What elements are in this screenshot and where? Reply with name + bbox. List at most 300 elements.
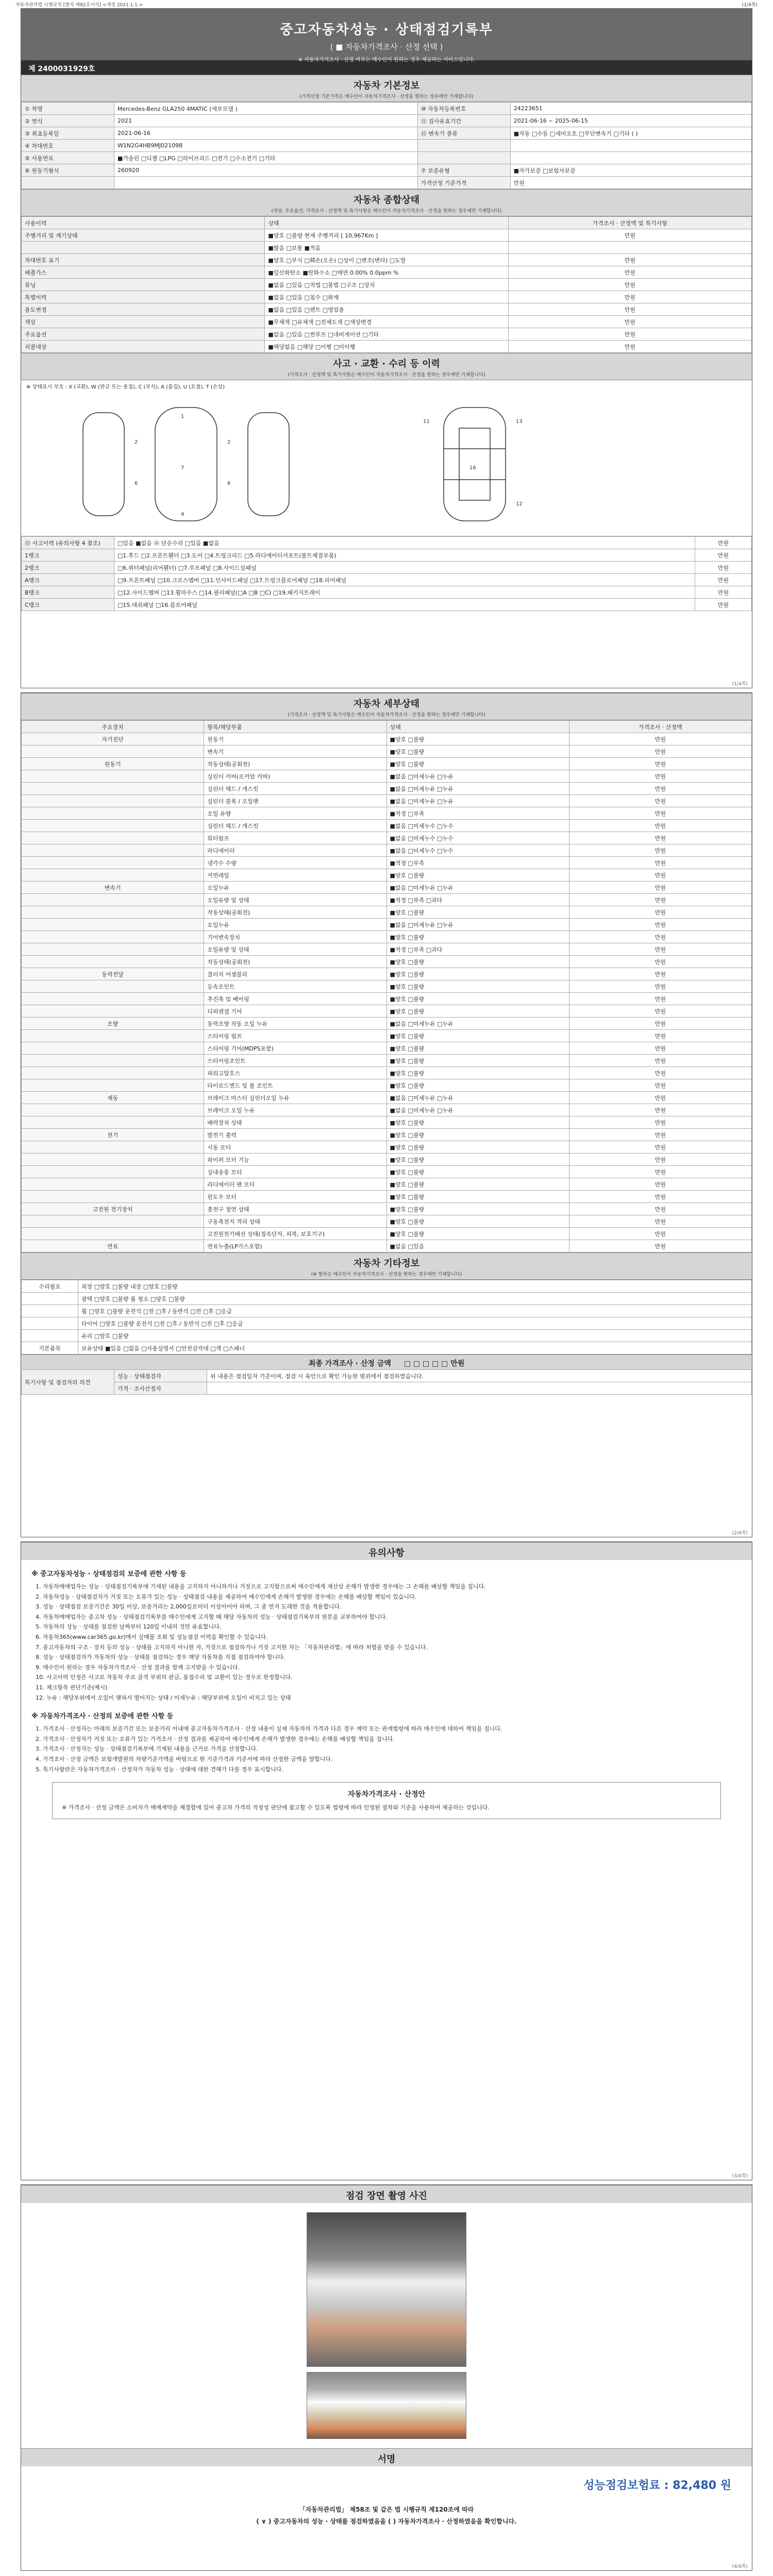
svg-text:11: 11 bbox=[423, 419, 430, 425]
note-item: 11. 체크항목 판단기준(예시) bbox=[36, 1684, 108, 1691]
svg-text:7: 7 bbox=[181, 465, 184, 471]
detail-item: 연료누출(LP가스포함) bbox=[204, 1240, 386, 1252]
detail-row bbox=[22, 1104, 752, 1116]
remarks-table bbox=[21, 1369, 752, 1395]
overall-item bbox=[22, 242, 265, 254]
detail-row bbox=[22, 1067, 752, 1079]
note-item: 5. 특기사항란은 자동차가격조사 · 산정자가 자동차 성능 · 상태에 대한 견해가 다를 경우 표시합니다. bbox=[36, 1766, 283, 1773]
detail-state: ■없음 □미세누유 □누유 bbox=[386, 795, 569, 807]
detail-state: ■양호 □불량 bbox=[386, 745, 569, 758]
detail-state: ■없음 □미세누유 □누유 bbox=[386, 770, 569, 783]
detail-group bbox=[22, 1079, 204, 1092]
insurance-fee-label: 성능점검보험료 : bbox=[583, 2479, 669, 2492]
price-warranty-heading: ※ 자동차가격조사 · 산정의 보증에 관한 사항 등 bbox=[31, 1713, 174, 1721]
detail-price: 만원 bbox=[569, 906, 751, 919]
note-item: 2. 가격조사 · 산정자가 거짓 또는 오류가 있는 가격조사 · 산정 결과를 제공하여 매수인에게 손해가 발생한 경우에는 손해를 배상할 책임을 집니다. bbox=[36, 1735, 395, 1742]
accident-price: 만원 bbox=[695, 562, 752, 574]
detail-item: 오일유량 및 상태 bbox=[204, 894, 386, 906]
note-item: 8. 성능 · 상태점검자가 자동차의 성능 · 상태를 점검하는 경우 해당 자동차를 직접 점검하여야 합니다. bbox=[36, 1654, 285, 1661]
detail-item: 디퍼렌셜 기어 bbox=[204, 1005, 386, 1018]
note-item: 6. 자동차365(www.car365.go.kr)에서 실매물 조회 및 성능점검 이력을 확인할 수 있습니다. bbox=[36, 1633, 268, 1640]
detail-price: 만원 bbox=[569, 795, 751, 807]
detail-group bbox=[22, 745, 204, 758]
detail-item: 동력조향 작동 오일 누유 bbox=[204, 1018, 386, 1030]
detail-state: ■양호 □불량 bbox=[386, 1228, 569, 1240]
detail-price: 만원 bbox=[569, 1104, 751, 1116]
detail-price: 만원 bbox=[569, 807, 751, 820]
accident-row bbox=[22, 599, 752, 611]
detail-row bbox=[22, 807, 752, 820]
svg-text:2: 2 bbox=[227, 439, 231, 445]
svg-text:13: 13 bbox=[516, 419, 523, 425]
inspection-photo-rear bbox=[307, 2372, 466, 2439]
detail-state: ■양호 □불량 bbox=[386, 956, 569, 968]
remarks-label: 특기사항 및 점검자의 의견 bbox=[22, 1370, 114, 1395]
detail-status-table bbox=[21, 720, 752, 1252]
detail-row bbox=[22, 857, 752, 869]
basic-info-row bbox=[22, 164, 752, 177]
insurance-fee-value: 82,480 원 bbox=[673, 2479, 731, 2492]
accident-price: 만원 bbox=[695, 574, 752, 586]
overall-row bbox=[22, 279, 752, 291]
confirmation-statement: ( ∨ ) 중고자동차의 성능 · 상태를 점검하였음을 ( ) 자동차가격조사 · 산정하였음을 확인합니다. bbox=[256, 2518, 517, 2525]
overall-item: 튜닝 bbox=[22, 279, 265, 291]
basic-value: ■자가보증 □보험사보증 bbox=[510, 164, 751, 177]
overall-state: ■없음 □있음 □렌트 □영업용 bbox=[265, 303, 508, 316]
detail-item: 실린더 헤드 / 개스킷 bbox=[204, 820, 386, 832]
detail-group bbox=[22, 795, 204, 807]
final-price-amount: □ □ □ □ □ 만원 bbox=[404, 1360, 465, 1368]
detail-item: 실내송풍 모터 bbox=[204, 1166, 386, 1178]
detail-price: 만원 bbox=[569, 1203, 751, 1215]
detail-price: 만원 bbox=[569, 1042, 751, 1055]
basic-info-row bbox=[22, 103, 752, 115]
detail-row bbox=[22, 1129, 752, 1141]
detail-col-price: 가격조사 · 산정액 bbox=[569, 721, 751, 733]
basic-value: 2021-06-16 bbox=[114, 127, 418, 140]
note-item: 3. 가격조사 · 산정자는 성능 · 상태점검기록부에 기재된 내용을 근거로 가격을 산정합니다. bbox=[36, 1745, 258, 1753]
detail-price: 만원 bbox=[569, 1092, 751, 1104]
page-3 bbox=[21, 1541, 752, 2180]
other-group: 기본품목 bbox=[22, 1342, 78, 1354]
overall-col-item: 사용이력 bbox=[22, 217, 265, 229]
form-note: ※ 자동차가격조사 · 산정 여부는 매수인이 원하는 경우 제공하는 서비스입니다. bbox=[298, 57, 475, 63]
detail-state: ■양호 □불량 bbox=[386, 1191, 569, 1203]
basic-value: W1N2G4HB9MJ021098 bbox=[114, 140, 418, 152]
other-row bbox=[22, 1293, 752, 1305]
detail-item: 오일 유량 bbox=[204, 807, 386, 820]
other-info-table bbox=[21, 1280, 752, 1354]
accident-state: □15.대쉬패널 □16.플로어패널 bbox=[114, 599, 695, 611]
detail-group bbox=[22, 993, 204, 1005]
accident-history-subtitle: (가격조사 · 산정액 및 특기사항은 매수인이 자동차가격조사 · 산정을 원하는 경우에만 기재합니다) bbox=[21, 371, 752, 380]
detail-row bbox=[22, 1005, 752, 1018]
overall-status-subtitle: (색상, 주요옵션, 가격조사 · 산정액 및 특기사항은 매수인이 자동차가격조사 · 산정을 원하는 경우에만 기재합니다) bbox=[21, 207, 752, 216]
basic-info-row bbox=[22, 115, 752, 127]
detail-state: ■양호 □불량 bbox=[386, 1116, 569, 1129]
detail-status-title: 자동차 세부상태 bbox=[21, 693, 752, 711]
detail-price: 만원 bbox=[569, 844, 751, 857]
basic-label: ⑪ 검사유효기간 bbox=[417, 115, 510, 127]
accident-price: 만원 bbox=[695, 549, 752, 562]
detail-item: 스티어링조인트 bbox=[204, 1055, 386, 1067]
detail-item: 브레이크 오일 누유 bbox=[204, 1104, 386, 1116]
overall-item: 리콜대상 bbox=[22, 341, 265, 353]
detail-state: ■양호 □불량 bbox=[386, 968, 569, 980]
detail-row bbox=[22, 869, 752, 882]
base-price-label: 가격산정 기준가격 bbox=[417, 177, 510, 189]
detail-row bbox=[22, 1240, 752, 1252]
detail-item: 오일유량 및 상태 bbox=[204, 943, 386, 956]
vehicle-diagram bbox=[21, 392, 752, 536]
basic-value: Mercedes-Benz GLA250 4MATIC (세부모델 ) bbox=[114, 103, 418, 115]
other-item: 보유상태 ■있음 □없음 □사용설명서 □안전삼각대 □잭 □스패너 bbox=[78, 1342, 752, 1354]
other-group bbox=[22, 1317, 78, 1330]
detail-item: 배력장치 상태 bbox=[204, 1116, 386, 1129]
detail-price: 만원 bbox=[569, 943, 751, 956]
detail-price: 만원 bbox=[569, 980, 751, 993]
detail-state: ■없음 □미세누수 □누수 bbox=[386, 844, 569, 857]
accident-history-title: 사고 · 교환 · 수리 등 이력 bbox=[21, 353, 752, 371]
basic-info-row bbox=[22, 152, 752, 164]
detail-price: 만원 bbox=[569, 1055, 751, 1067]
detail-price: 만원 bbox=[569, 770, 751, 783]
basic-info-subtitle: (가격산정 기준가격은 매수인이 자동차가격조사 · 산정을 원하는 경우에만 기재합니다) bbox=[21, 93, 752, 102]
accident-state: □12.사이드멤버 □13.휠하우스 □14.필러패널(□A □B □C) □19.패키지트레이 bbox=[114, 586, 695, 599]
overall-row bbox=[22, 316, 752, 328]
detail-group bbox=[22, 1191, 204, 1203]
detail-group bbox=[22, 931, 204, 943]
accident-state: □6.쿼터패널(리어휀더) □7.루프패널 □8.사이드실패널 bbox=[114, 562, 695, 574]
legal-basis: 「자동차관리법」 제58조 및 같은 법 시행규칙 제120조에 따라 bbox=[299, 2506, 474, 2513]
detail-item: 윈도우 모터 bbox=[204, 1191, 386, 1203]
basic-value: 2021-06-16 ~ 2025-06-15 bbox=[510, 115, 751, 127]
detail-group bbox=[22, 1228, 204, 1240]
detail-group bbox=[22, 820, 204, 832]
note-item: 4. 가격조사 · 산정 금액은 보험개발원의 차량기준가액을 바탕으로 한 기준가격과 기준서에 따라 산정한 금액을 말합니다. bbox=[36, 1755, 333, 1762]
detail-group: 연료 bbox=[22, 1240, 204, 1252]
other-row bbox=[22, 1305, 752, 1317]
detail-group bbox=[22, 1067, 204, 1079]
detail-row bbox=[22, 993, 752, 1005]
detail-price: 만원 bbox=[569, 1191, 751, 1203]
detail-col-main: 주요장치 bbox=[22, 721, 204, 733]
note-item: 1. 자동차매매업자는 성능 · 상태점검기록부에 기재된 내용을 고지하지 아니하거나 거짓으로 고지함으로써 매수인에게 재산상 손해가 발생한 경우에는 그 손해를 배상할 책임을 집니다. bbox=[36, 1583, 486, 1590]
detail-row bbox=[22, 1116, 752, 1129]
detail-item: 타이로드엔드 및 볼 조인트 bbox=[204, 1079, 386, 1092]
basic-label: ④ 차대번호 bbox=[22, 140, 114, 152]
form-subtitle: ( ■ 자동차가격조사 · 산정 선택 ) bbox=[330, 42, 443, 52]
overall-col-price: 가격조사 · 산정액 및 특기사항 bbox=[508, 217, 751, 229]
detail-state: ■양호 □불량 bbox=[386, 931, 569, 943]
detail-price: 만원 bbox=[569, 857, 751, 869]
other-group bbox=[22, 1330, 78, 1342]
basic-value: 24223651 bbox=[510, 103, 751, 115]
detail-price: 만원 bbox=[569, 919, 751, 931]
detail-row bbox=[22, 1018, 752, 1030]
overall-state: ■없음 □있음 □적법 □불법 □구조 □장치 bbox=[265, 279, 508, 291]
detail-group bbox=[22, 906, 204, 919]
detail-group bbox=[22, 770, 204, 783]
detail-row bbox=[22, 1042, 752, 1055]
warranty-notes bbox=[21, 1582, 752, 1702]
detail-group bbox=[22, 894, 204, 906]
detail-group bbox=[22, 1042, 204, 1055]
other-group bbox=[22, 1293, 78, 1305]
overall-state: ■무채색 □유채색 □전체도색 □색상변경 bbox=[265, 316, 508, 328]
price-assessor-label: 가격 · 조사산정자 bbox=[114, 1382, 207, 1395]
detail-item: 발전기 출력 bbox=[204, 1129, 386, 1141]
detail-state: ■양호 □불량 bbox=[386, 1154, 569, 1166]
detail-group: 원동기 bbox=[22, 758, 204, 770]
final-price-label: 최종 가격조사 · 산정 금액 bbox=[308, 1360, 391, 1368]
overall-item: 용도변경 bbox=[22, 303, 265, 316]
detail-group bbox=[22, 943, 204, 956]
svg-text:1: 1 bbox=[181, 414, 184, 419]
detail-group bbox=[22, 980, 204, 993]
detail-price: 만원 bbox=[569, 882, 751, 894]
basic-label bbox=[417, 152, 510, 164]
page-indicator: (1/4쪽) bbox=[742, 3, 758, 8]
page-number-1: (1/4쪽) bbox=[732, 682, 748, 687]
price-notice-title: 자동차가격조사 · 산정안 bbox=[347, 1790, 426, 1799]
detail-state: ■양호 □불량 bbox=[386, 733, 569, 745]
note-item: 7. 중고자동차의 구조 · 장치 등의 성능 · 상태를 고지하지 아니한 자, 거짓으로 점검하거나 거짓 고지한 자는 「자동차관리법」에 따라 처벌을 받을 수 있습니다. bbox=[36, 1643, 428, 1651]
page-1 bbox=[21, 8, 752, 688]
detail-item: 스티어링 펌프 bbox=[204, 1030, 386, 1042]
overall-row bbox=[22, 229, 752, 242]
accident-row bbox=[22, 562, 752, 574]
detail-row bbox=[22, 1092, 752, 1104]
detail-price: 만원 bbox=[569, 1215, 751, 1228]
detail-item: 실린더 블록 / 오일팬 bbox=[204, 795, 386, 807]
detail-price: 만원 bbox=[569, 1228, 751, 1240]
overall-item: 색상 bbox=[22, 316, 265, 328]
detail-state: ■양호 □불량 bbox=[386, 906, 569, 919]
detail-item: 라디에이터 팬 모터 bbox=[204, 1178, 386, 1191]
detail-price: 만원 bbox=[569, 1154, 751, 1166]
basic-value bbox=[114, 177, 418, 189]
detail-row bbox=[22, 1030, 752, 1042]
detail-row bbox=[22, 1228, 752, 1240]
detail-row bbox=[22, 943, 752, 956]
page-4 bbox=[21, 2184, 752, 2571]
overall-state: ■많음 □보통 ■적음 bbox=[265, 242, 508, 254]
other-row bbox=[22, 1280, 752, 1293]
detail-item: 충전구 절연 상태 bbox=[204, 1203, 386, 1215]
detail-group bbox=[22, 1116, 204, 1129]
detail-item: 작동상태(공회전) bbox=[204, 758, 386, 770]
detail-row bbox=[22, 1166, 752, 1178]
detail-group bbox=[22, 1005, 204, 1018]
overall-row bbox=[22, 328, 752, 341]
detail-state: ■양호 □불량 bbox=[386, 1203, 569, 1215]
detail-state: ■양호 □불량 bbox=[386, 1141, 569, 1154]
accident-item: 1랭크 bbox=[22, 549, 114, 562]
overall-row bbox=[22, 242, 752, 254]
form-banner bbox=[21, 9, 752, 63]
accident-item: 2랭크 bbox=[22, 562, 114, 574]
price-notice-box bbox=[52, 1782, 721, 1819]
detail-row bbox=[22, 919, 752, 931]
detail-item: 기어변속장치 bbox=[204, 931, 386, 943]
detail-state: ■양호 □불량 bbox=[386, 1067, 569, 1079]
detail-state: ■양호 □불량 bbox=[386, 1042, 569, 1055]
detail-item: 오일누유 bbox=[204, 882, 386, 894]
detail-row bbox=[22, 1154, 752, 1166]
svg-text:6: 6 bbox=[227, 481, 231, 486]
detail-group: 변속기 bbox=[22, 882, 204, 894]
overall-status-title: 자동차 종합상태 bbox=[21, 189, 752, 207]
overall-state: ■일산화탄소 ■탄화수소 □매연 0.00% 0.0ppm % bbox=[265, 266, 508, 279]
accident-row bbox=[22, 549, 752, 562]
car-outline-diagram bbox=[21, 392, 752, 536]
detail-state: ■양호 □불량 bbox=[386, 1215, 569, 1228]
detail-row bbox=[22, 770, 752, 783]
detail-item: 시동 모터 bbox=[204, 1141, 386, 1154]
detail-group bbox=[22, 1166, 204, 1178]
detail-group bbox=[22, 857, 204, 869]
other-row bbox=[22, 1342, 752, 1354]
basic-info-row bbox=[22, 140, 752, 152]
detail-row bbox=[22, 783, 752, 795]
detail-price: 만원 bbox=[569, 1166, 751, 1178]
detail-state: ■없음 □미세누유 □누유 bbox=[386, 882, 569, 894]
detail-item: 워터펌프 bbox=[204, 832, 386, 844]
overall-price: 만원 bbox=[508, 229, 751, 242]
other-item: 휠 □양호 □불량 운전석 □전 □후 / 동반석 □전 □후 □응급 bbox=[78, 1305, 752, 1317]
note-item: 9. 매수인이 원하는 경우 자동차가격조사 · 산정 결과를 함께 고지받을 수 있습니다. bbox=[36, 1664, 240, 1671]
detail-item: 브레이크 마스터 실린더오일 누유 bbox=[204, 1092, 386, 1104]
note-item: 1. 가격조사 · 산정자는 아래의 보증기간 또는 보증거리 이내에 중고자동차가격조사 · 산정 내용이 실제 자동차의 가격과 다른 경우 계약 또는 관계법령에 따라 매수인에 대하여 책임을 집니다. bbox=[36, 1725, 502, 1733]
accident-item: B랭크 bbox=[22, 586, 114, 599]
detail-row bbox=[22, 1191, 752, 1203]
document-number: 제 2400031929호 bbox=[21, 60, 752, 75]
detail-price: 만원 bbox=[569, 1116, 751, 1129]
overall-state: ■해당없음 □해당 □이행 □미이행 bbox=[265, 341, 508, 353]
accident-table bbox=[21, 536, 752, 611]
accident-row bbox=[22, 586, 752, 599]
price-assessor-remarks bbox=[207, 1382, 752, 1395]
other-row bbox=[22, 1317, 752, 1330]
overall-price: 만원 bbox=[508, 279, 751, 291]
other-group bbox=[22, 1305, 78, 1317]
overall-price: 만원 bbox=[508, 316, 751, 328]
overall-price: 만원 bbox=[508, 254, 751, 266]
detail-group bbox=[22, 1215, 204, 1228]
detail-item: 클러치 어셈블리 bbox=[204, 968, 386, 980]
basic-label: ① 차명 bbox=[22, 103, 114, 115]
detail-row bbox=[22, 844, 752, 857]
basic-label: ⑥ 원동기형식 bbox=[22, 164, 114, 177]
detail-state: ■양호 □불량 bbox=[386, 1166, 569, 1178]
page-number-3: (3/4쪽) bbox=[732, 2174, 748, 2179]
detail-item: 라디에이터 bbox=[204, 844, 386, 857]
detail-price: 만원 bbox=[569, 1240, 751, 1252]
basic-label bbox=[417, 140, 510, 152]
overall-row bbox=[22, 266, 752, 279]
detail-item: 실린더 커버(로커암 커버) bbox=[204, 770, 386, 783]
detail-row bbox=[22, 956, 752, 968]
detail-group bbox=[22, 844, 204, 857]
overall-item: 배출가스 bbox=[22, 266, 265, 279]
basic-value bbox=[510, 140, 751, 152]
inspector-label: 성능 · 상태점검자 bbox=[114, 1370, 207, 1382]
detail-row bbox=[22, 832, 752, 844]
detail-state: ■없음 □있음 bbox=[386, 1240, 569, 1252]
svg-text:6: 6 bbox=[135, 481, 138, 486]
note-item: 2. 자동차성능 · 상태점검자가 거짓 또는 오류가 있는 성능 · 상태점검 내용을 제공하여 매수인에게 손해가 발생한 경우에는 손해를 배상할 책임이 있습니다. bbox=[36, 1593, 417, 1600]
basic-value: ■가솔린 □디젤 □LPG □하이브리드 □전기 □수소전기 □기타 bbox=[114, 152, 418, 164]
detail-item: 작동상태(공회전) bbox=[204, 956, 386, 968]
price-warranty-notes bbox=[21, 1724, 752, 1774]
detail-item: 실린더 헤드 / 개스킷 bbox=[204, 783, 386, 795]
detail-group: 전기 bbox=[22, 1129, 204, 1141]
detail-price: 만원 bbox=[569, 832, 751, 844]
detail-price: 만원 bbox=[569, 931, 751, 943]
detail-state: ■양호 □불량 bbox=[386, 758, 569, 770]
detail-group bbox=[22, 807, 204, 820]
inspection-photo-front bbox=[307, 2212, 466, 2367]
other-row bbox=[22, 1330, 752, 1342]
overall-price: 만원 bbox=[508, 291, 751, 303]
detail-price: 만원 bbox=[569, 1178, 751, 1191]
basic-label: ⑩ 자동차등록번호 bbox=[417, 103, 510, 115]
detail-row bbox=[22, 1055, 752, 1067]
detail-item: 작동상태(공회전) bbox=[204, 906, 386, 919]
detail-state: ■적정 □부족 □과다 bbox=[386, 894, 569, 906]
detail-price: 만원 bbox=[569, 956, 751, 968]
detail-item: 커먼레일 bbox=[204, 869, 386, 882]
detail-row bbox=[22, 894, 752, 906]
page-number-4: (4/4쪽) bbox=[732, 2564, 748, 2569]
detail-group bbox=[22, 956, 204, 968]
overall-price: 만원 bbox=[508, 341, 751, 353]
detail-group bbox=[22, 869, 204, 882]
overall-status-table bbox=[21, 216, 752, 353]
detail-state: ■적정 □부족 bbox=[386, 807, 569, 820]
detail-row bbox=[22, 1203, 752, 1215]
overall-item: 특별이력 bbox=[22, 291, 265, 303]
detail-row bbox=[22, 745, 752, 758]
detail-item: 파워고압호스 bbox=[204, 1067, 386, 1079]
detail-status-subtitle: (가격조사 · 산정액 및 특기사항은 매수인이 자동차가격조사 · 산정을 원하는 경우에만 기재합니다) bbox=[21, 711, 752, 720]
overall-price: 만원 bbox=[508, 328, 751, 341]
basic-value: 2021 bbox=[114, 115, 418, 127]
detail-item: 냉각수 수량 bbox=[204, 857, 386, 869]
warranty-heading: ※ 중고자동차성능 · 상태점검의 보증에 관한 사항 등 bbox=[31, 1570, 187, 1578]
insurance-fee bbox=[21, 2466, 752, 2503]
detail-price: 만원 bbox=[569, 745, 751, 758]
detail-row bbox=[22, 820, 752, 832]
detail-row bbox=[22, 758, 752, 770]
other-item: 외장 □양호 □불량 내장 □양호 □불량 bbox=[78, 1280, 752, 1293]
detail-item: 고전원전기배선 상태(접속단자, 피복, 보호기구) bbox=[204, 1228, 386, 1240]
detail-state: ■양호 □불량 bbox=[386, 980, 569, 993]
basic-info-title: 자동차 기본정보 bbox=[21, 75, 752, 93]
accident-price: 만원 bbox=[695, 537, 752, 549]
detail-state: ■적정 □부족 □과다 bbox=[386, 943, 569, 956]
detail-price: 만원 bbox=[569, 1067, 751, 1079]
detail-group bbox=[22, 1030, 204, 1042]
detail-group bbox=[22, 1055, 204, 1067]
accident-price: 만원 bbox=[695, 599, 752, 611]
note-item: 4. 자동차매매업자는 중고차 성능 · 상태점검기록부를 매수인에게 고지할 때 해당 자동차의 성능 · 상태점검기록부의 원본을 교부하여야 합니다. bbox=[36, 1613, 388, 1620]
overall-item: 주요옵션 bbox=[22, 328, 265, 341]
detail-state: ■양호 □불량 bbox=[386, 1030, 569, 1042]
basic-value: ■자동 □수동 □세미오토 □무단변속기 □기타 ( ) bbox=[510, 127, 751, 140]
detail-group: 고전원 전기장치 bbox=[22, 1203, 204, 1215]
